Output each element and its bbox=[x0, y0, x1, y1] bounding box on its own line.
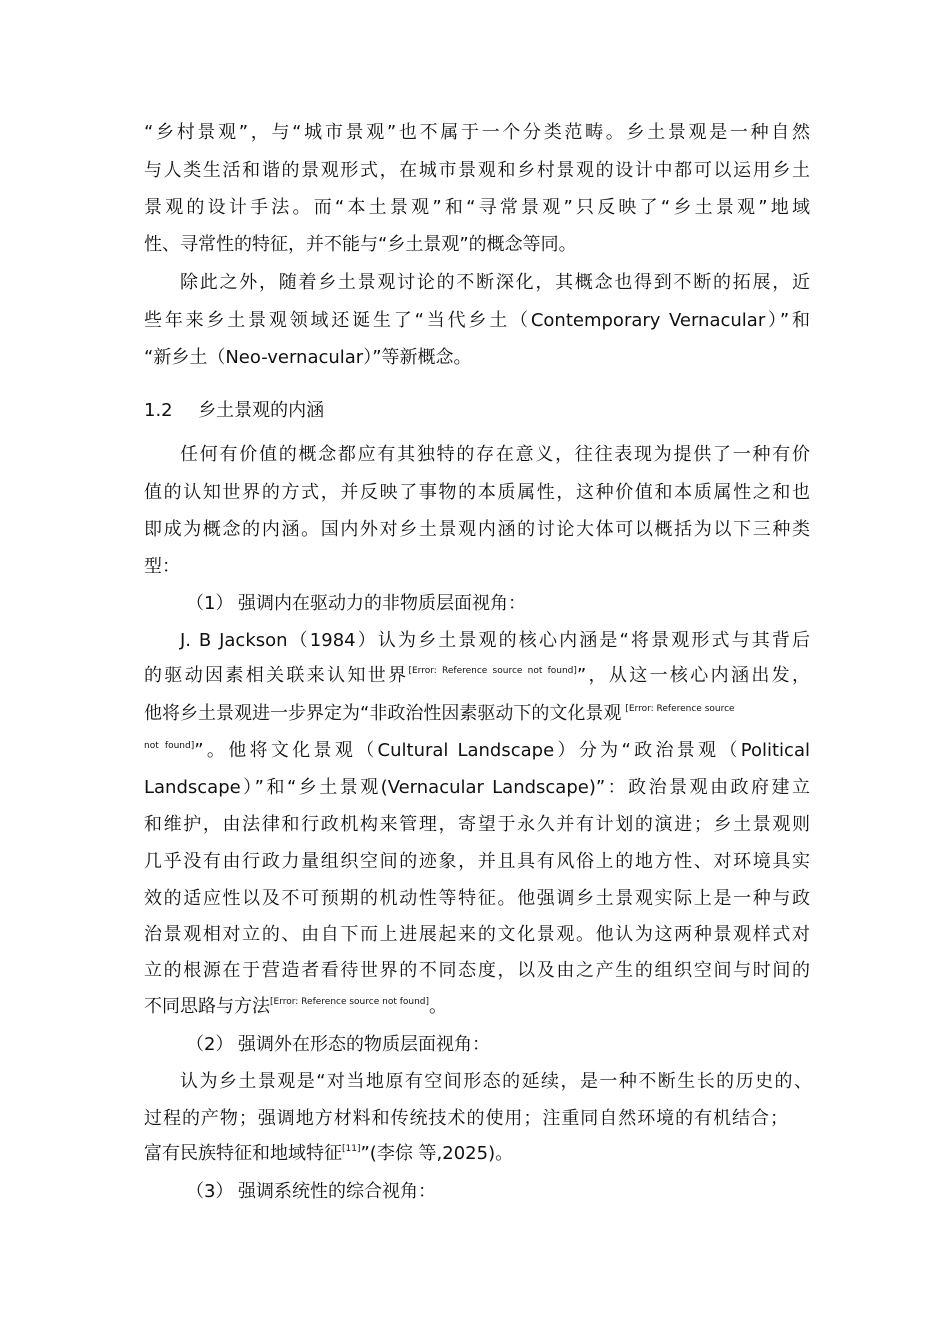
list-item-3 bbox=[186, 1181, 436, 1203]
paragraph-5-line-3-end: ”(李倧 等,2025)。 bbox=[360, 1143, 514, 1164]
paragraph-4-line-6: 和维护，由法律和行政机构来管理，寄望于永久并有计划的演进；乡土景观则 bbox=[144, 814, 810, 835]
reference-error-marker: [Error: Reference source not found] bbox=[270, 997, 430, 1007]
paragraph-5-line-1: 认为乡土景观是“对当地原有空间形态的延续，是一种不断生长的历史的、 bbox=[180, 1071, 812, 1092]
paragraph-4-line-11-text: 不同思路与方法 bbox=[144, 996, 270, 1017]
section-title: 乡土景观的内涵 bbox=[198, 400, 325, 421]
paragraph-2-line-1: 除此之外，随着乡土景观讨论的不断深化，其概念也得到不断的拓展，近 bbox=[180, 272, 810, 293]
list-item-3-text: 强调系统性的综合视角： bbox=[238, 1181, 436, 1202]
paragraph-4-line-10: 立的根源在于营造者看待世界的不同态度，以及由之产生的组织空间与时间的 bbox=[144, 960, 810, 981]
paragraph-4-line-2 bbox=[144, 665, 810, 687]
paragraph-4-line-4 bbox=[144, 740, 810, 762]
paragraph-3-line-2: 值的认知世界的方式，并反映了事物的本质属性，这种价值和本质属性之和也 bbox=[144, 482, 810, 503]
paragraph-2-line-2: 些年来乡土景观领域还诞生了“当代乡土（Contemporary Vernacular）”和 bbox=[144, 310, 810, 331]
paragraph-2-line-3: “新乡土（Neo-vernacular）”等新概念。 bbox=[144, 347, 472, 368]
list-item-1-number: （1） bbox=[186, 593, 234, 614]
reference-error-marker-continued: not found] bbox=[144, 741, 195, 751]
paragraph-4-line-9: 治景观相对立的、由自下而上进展起来的文化景观。他认为这两种景观样式对 bbox=[144, 924, 810, 945]
paragraph-4-line-2-text-end: ”，从这一核心内涵出发， bbox=[576, 665, 811, 686]
list-item-1-text: 强调内在驱动力的非物质层面视角： bbox=[238, 593, 526, 614]
paragraph-3-line-4: 型： bbox=[144, 556, 180, 577]
paragraph-1-line-1: “乡村景观”，与“城市景观”也不属于一个分类范畴。乡土景观是一种自然 bbox=[144, 122, 810, 143]
list-item-2 bbox=[186, 1034, 490, 1056]
list-item-2-text: 强调外在形态的物质层面视角： bbox=[238, 1034, 490, 1055]
reference-error-marker: [Error: Reference source not found] bbox=[408, 666, 577, 676]
paragraph-4-line-11-end: 。 bbox=[429, 996, 448, 1017]
paragraph-4-line-3-text: 他将乡土景观进一步界定为“非政治性因素驱动下的文化景观 bbox=[144, 703, 622, 724]
list-item-1 bbox=[186, 593, 526, 615]
paragraph-1-line-3: 景观的设计手法。而“本土景观”和“寻常景观”只反映了“乡土景观”地域 bbox=[144, 197, 810, 218]
list-item-3-number: （3） bbox=[186, 1181, 234, 1202]
paragraph-4-line-5: Landscape）”和“乡土景观(Vernacular Landscape)”：政治景观由政府建立 bbox=[144, 777, 810, 798]
paragraph-4-line-2-text: 的驱动因素相关联来认知世界 bbox=[144, 665, 409, 686]
paragraph-3-line-1: 任何有价值的概念都应有其独特的存在意义，往往表现为提供了一种有价 bbox=[180, 444, 810, 465]
section-number: 1.2 bbox=[144, 400, 173, 421]
section-heading bbox=[144, 400, 324, 422]
paragraph-5-line-3 bbox=[144, 1143, 810, 1165]
paragraph-3-line-3: 即成为概念的内涵。国内外对乡土景观内涵的讨论大体可以概括为以下三种类 bbox=[144, 519, 810, 540]
paragraph-5-line-3-text: 富有民族特征和地域特征 bbox=[144, 1143, 342, 1164]
paragraph-4-line-1: J. B Jackson（1984）认为乡土景观的核心内涵是“将景观形式与其背后 bbox=[180, 630, 810, 651]
paragraph-4-line-3 bbox=[144, 703, 810, 725]
reference-error-marker: [Error: Reference source bbox=[625, 704, 735, 714]
paragraph-4-line-8: 效的适应性以及不可预期的机动性等特征。他强调乡土景观实际上是一种与政 bbox=[144, 888, 810, 909]
paragraph-1-line-2: 与人类生活和谐的景观形式，在城市景观和乡村景观的设计中都可以运用乡土 bbox=[144, 160, 810, 181]
paragraph-4-line-7: 几乎没有由行政力量组织空间的迹象，并且具有风俗上的地方性、对环境具实 bbox=[144, 851, 810, 872]
paragraph-1-line-4: 性、寻常性的特征，并不能与“乡土景观”的概念等同。 bbox=[144, 234, 577, 255]
paragraph-4-line-4-text: ”。他将文化景观（Cultural Landscape）分为“政治景观（Political bbox=[194, 740, 810, 761]
paragraph-4-line-11 bbox=[144, 996, 810, 1018]
citation-marker: [11] bbox=[342, 1144, 361, 1154]
list-item-2-number: （2） bbox=[186, 1034, 234, 1055]
paragraph-5-line-2: 过程的产物；强调地方材料和传统技术的使用；注重同自然环境的有机结合； bbox=[144, 1108, 788, 1129]
